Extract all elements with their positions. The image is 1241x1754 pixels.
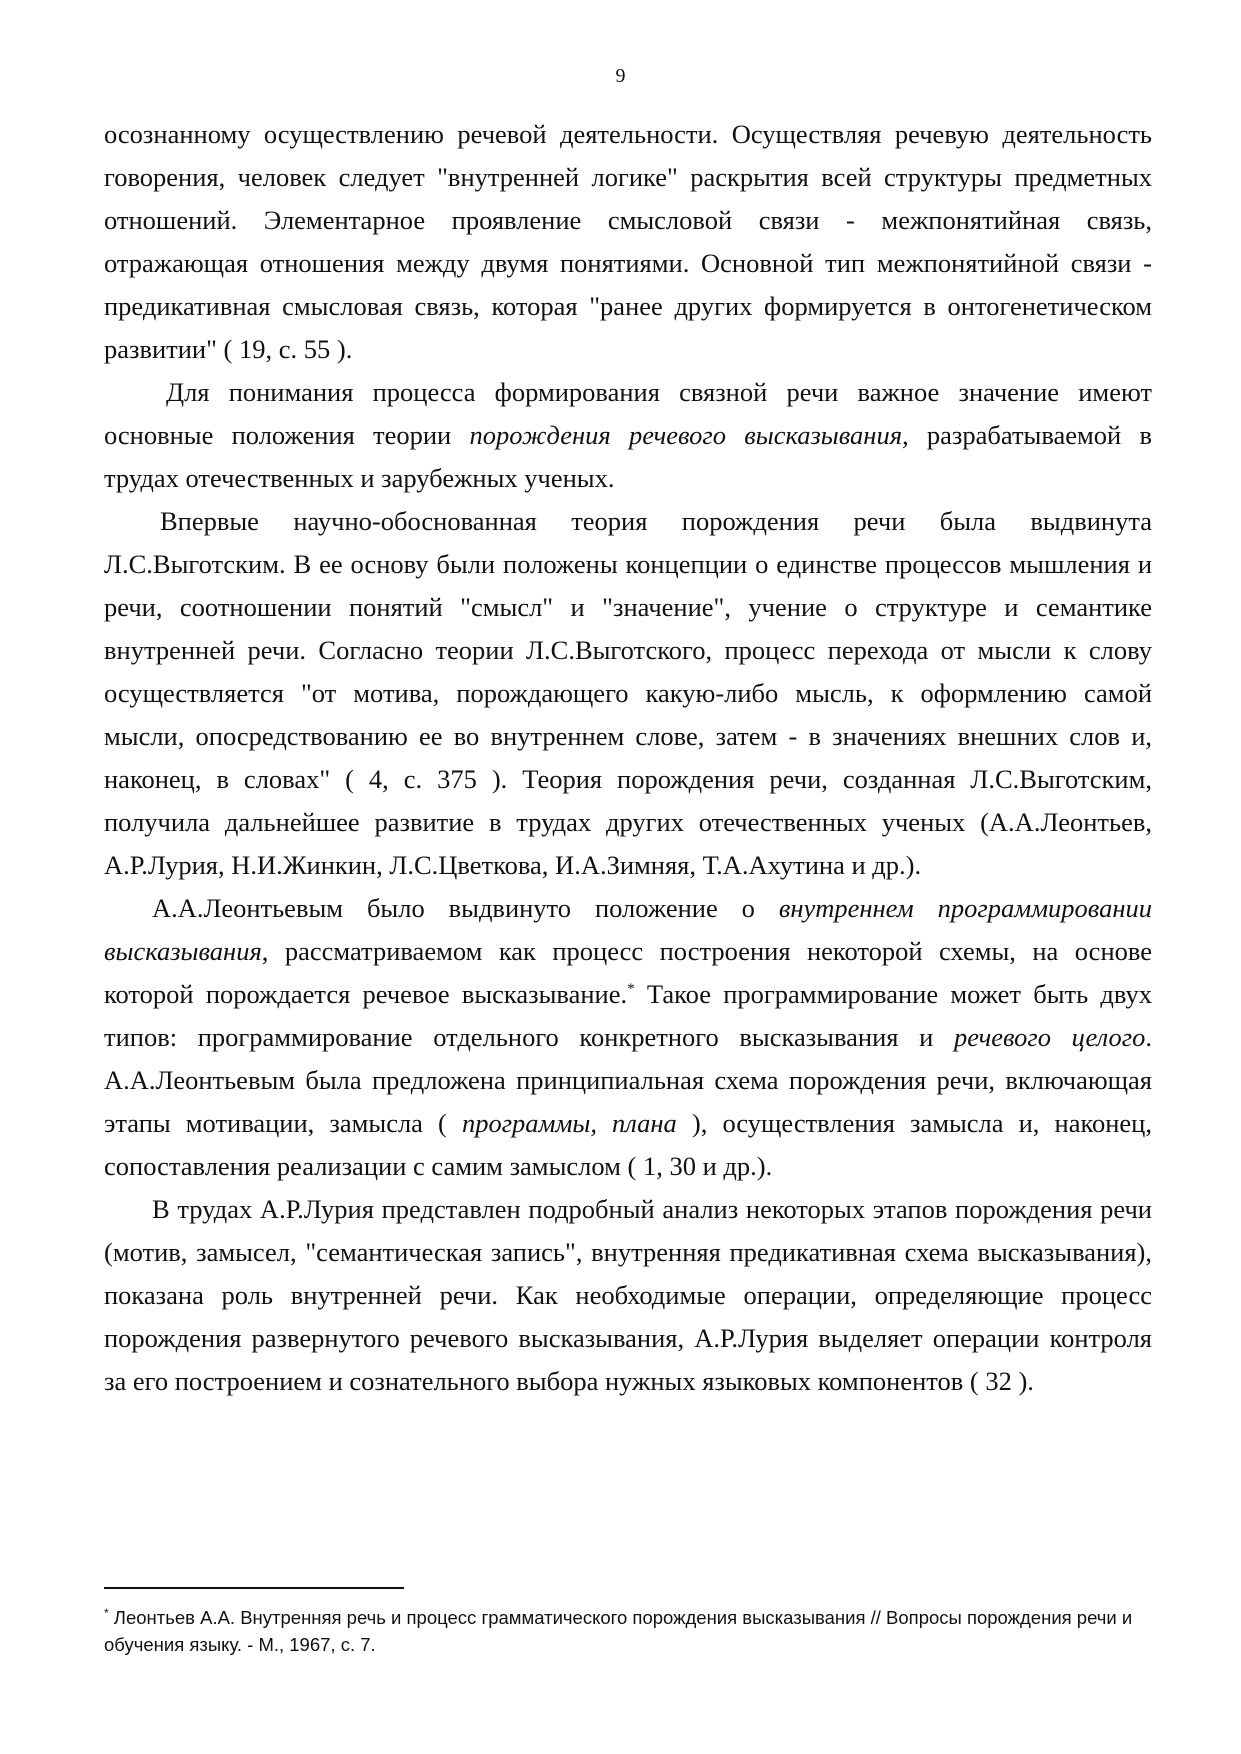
- page-number: 9: [615, 65, 626, 87]
- paragraph-5: В трудах А.Р.Лурия представлен подробный анализ некоторых этапов порождения речи (мотив, замысел, "семантическая запись", внутренняя предикативная схема высказывания), показана роль внутренней речи. Как необходимые операции, определяющие процесс порождения развернутого речевого высказывания, А.Р.Лурия выделяет операции контроля за его построением и сознательного выбора нужных языковых компонентов ( 32 ).: [104, 1194, 1152, 1396]
- paragraph-2-text-c: разрабатываемой в трудах отечественных и зарубежных ученых.: [104, 420, 1152, 493]
- paragraph-2-emphasis: порождения речевого высказывания,: [469, 420, 909, 450]
- paragraph-2-text-a: Для понимания процесса формирования связной речи важное значение имеют основные положения теории: [104, 377, 1152, 450]
- footnote-mark: *: [104, 1605, 109, 1620]
- paragraph-4-emphasis-1: внутреннем программировании высказывания: [104, 893, 1152, 966]
- paragraph-4-text-c: , рассматриваемом как процесс построения некоторой схемы, на основе которой порождается речевое высказывание.: [104, 936, 1152, 1009]
- footnote-reference-mark: *: [627, 981, 635, 998]
- footnote-separator: [104, 1587, 404, 1589]
- paragraph-4: [104, 887, 1152, 1188]
- footnote-text: Леонтьев А.А. Внутренняя речь и процесс грамматического порождения высказывания // Вопросы порождения речи и обучения языку. - М., 1967, с. 7.: [104, 1607, 1133, 1655]
- paragraph-4-emphasis-3: программы, плана: [461, 1108, 677, 1138]
- paragraph-1: осознанному осуществлению речевой деятельности. Осуществляя речевую деятельность говорения, человек следует "внутренней логике" раскрытия всей структуры предметных отношений. Элементарное проявление смысловой связи - межпонятийная связь, отражающая отношения между двумя понятиями. Основной тип межпонятийной связи - предикативная смысловая связь, которая "ранее других формируется в онтогенетическом развитии" ( 19, с. 55 ).: [104, 119, 1152, 364]
- footnote: [104, 1604, 1152, 1658]
- paragraph-4-emphasis-2: речевого целого: [953, 1022, 1146, 1052]
- paragraph-4-text-a: А.А.Леонтьевым было выдвинуто положение о: [152, 893, 779, 923]
- paragraph-4-text-h: ), осуществления замысла и, наконец, сопоставления реализации с самим замыслом ( 1, 30 и др.).: [104, 1108, 1152, 1181]
- body-text: [104, 113, 1152, 1403]
- paragraph-4-text-f: . А.А.Леонтьевым была предложена принципиальная схема порождения речи, включающая этапы мотивации, замысла (: [104, 1022, 1152, 1138]
- paragraph-3: Впервые научно-обоснованная теория порождения речи была выдвинута Л.С.Выготским. В ее основу были положены концепции о единстве процессов мышления и речи, соотношении понятий "смысл" и "значение", учение о структуре и семантике внутренней речи. Согласно теории Л.С.Выготского, процесс перехода от мысли к слову осуществляется "от мотива, порождающего какую-либо мысль, к оформлению самой мысли, опосредствованию ее во внутреннем слове, затем - в значениях внешних слов и, наконец, в словах" ( 4, с. 375 ). Теория порождения речи, созданная Л.С.Выготским, получила дальнейшее развитие в трудах других отечественных ученых (А.А.Леонтьев, А.Р.Лурия, Н.И.Жинкин, Л.С.Цветкова, И.А.Зимняя, Т.А.Ахутина и др.).: [104, 506, 1152, 880]
- paragraph-2: [104, 371, 1152, 500]
- paragraph-4-text-d: Такое программирование может быть двух типов: программирование отдельного конкретного высказывания и: [104, 979, 1152, 1052]
